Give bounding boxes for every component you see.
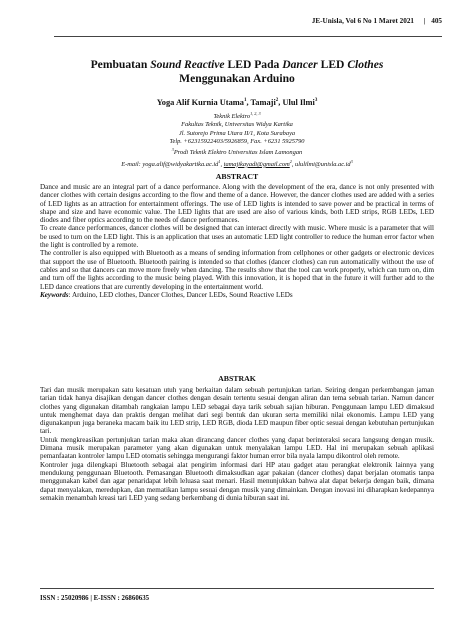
affiliation-phone: Telp. +62315922403/5926859, Fax. +6231 5925790 bbox=[169, 138, 305, 146]
email-link-3[interactable]: ululilmi@unisla.ac.id bbox=[295, 160, 351, 168]
header-rule bbox=[54, 36, 442, 37]
affiliation-address: Jl. Sutorejo Prima Utara II/1, Kota Surabaya bbox=[178, 129, 296, 137]
issn-footer: ISSN : 25020986 | E-ISSN : 26860635 bbox=[40, 595, 150, 602]
title-line-2: Menggunakan Arduino bbox=[179, 72, 295, 85]
title-line-1: Pembuatan Sound Reactive LED Pada Dancer LED Clothes bbox=[90, 58, 384, 71]
affiliation-faculty: Fakultas Teknik, Universitas Widya Kartika bbox=[181, 121, 293, 129]
abstract-paragraph: The controller is also equipped with Bluetooth as a means of sending information from cellphones or other gadgets or electronic devices that support the use of Bluetooth. Bluetooth pairing is intended so that clothes (dancer clothes) can run automatically without the use of cables and so that dancers can move more freely when dancing. The results show that the tool can work properly, which can turn on, dim and turn off the lights according to the music being played. With this innovation, it is hoped that in the future it will further add to the LED dance creations that are currently developing in the entertainment world. bbox=[40, 249, 434, 291]
paper-title bbox=[54, 58, 420, 86]
affiliation-dept-2: $^3$Prodi Teknik Elektro Universitas Islam Lamongan bbox=[171, 147, 303, 157]
author-2: Tamaji bbox=[250, 98, 276, 107]
footer-rule bbox=[40, 588, 434, 589]
author-3: Ulul Ilmi bbox=[282, 98, 315, 107]
abstrak-paragraph: Tari dan musik merupakan satu kesatuan utuh yang berkaitan dalam sebuah pertunjukan tarian. Seiring dengan perkembangan jaman tarian tidak hanya disajikan dengan dancer clothes dengan desain tertentu sesuai dengan aliran dan tema sebuah tarian. Namun dancer clothes yang digunakan ditambah rangkaian lampu LED sebagai daya tarik sebuah sajian hiburan. Penggunaan lampu LED dimaksud untuk menghemat daya dan praktis dengan melihat dari segi bentuk dan ukuran serta memiliki nilai ekonomis. Lampu LED yang digunakanpun juga beraneka macam baik itu LED strip, LED RGB, dioda LED maupun fiber optic sesuai dengan kebutuhan pertunjukan tari. bbox=[40, 386, 434, 436]
header-separator: | bbox=[423, 17, 426, 25]
email-link-2[interactable]: tamajikayadi@gmail.com bbox=[223, 160, 290, 168]
page-number: 405 bbox=[431, 17, 442, 25]
abstract-paragraph: Dance and music are an integral part of a dance performance. Along with the development of the era, dance is not only presented with dancer clothes with certain designs according to the flow and theme of a dance. However, the dancer clothes used are added with a series of LED lights as an attraction for entertainment offerings. The use of LED lights is intended to save power and be practical in terms of shape and size and have economic value. The LED lights that are used are also of various kinds, both LED strips, RGB LEDs, LED diodes and fiber optics according to the needs of dance performances. bbox=[40, 183, 434, 225]
abstrak-body bbox=[40, 386, 434, 502]
affiliation-block bbox=[40, 110, 434, 169]
keywords-label: Keywords bbox=[40, 290, 69, 299]
keywords-line bbox=[40, 291, 434, 299]
author-1: Yoga Alif Kurnia Utama bbox=[156, 98, 244, 107]
journal-name: JE-Unisla, Vol 6 No 1 Maret 2021 bbox=[311, 17, 415, 25]
abstract-heading: ABSTRACT bbox=[215, 172, 259, 181]
abstrak-heading: ABSTRAK bbox=[218, 374, 256, 383]
running-header bbox=[312, 17, 442, 25]
abstrak-paragraph: Kontroler juga dilengkapi Bluetooth sebagai alat pengirim informasi dari HP atau gadget atau perangkat elektronik lainnya yang mendukung penggunaan Bluetooth. Pemasangan Bluetooth dimaksudkan agar pakaian (dancer clothes) dapat berjalan otomatis tanpa menggunakan kabel dan agar penaridapat lebih leluasa saat menari. Hasil menunjukkan bahwa alat dapat bekerja dengan baik, dimana dapat menyalakan, meredupkan, dan mematikan lampu sesuai dengan musik yang dimainkan. Dengan inovasi ini diharapkan kedepannya semakin menambah kreasi tari LED yang sedang berkembang di dunia hiburan saat ini. bbox=[40, 460, 434, 502]
author-list: Yoga Alif Kurnia Utama$^1$, Tamaji$^2$, Ulul Ilmi$^3$ bbox=[156, 98, 318, 107]
abstrak-paragraph: Untuk mengkreasikan pertunjukan tarian maka akan dirancang dancer clothes yang dapat berinteraksi secara langsung dengan musik. Dimana musik merupakan parameter yang akan digunakan untuk menyalakan lampu LED. Hal ini merupakan sebuah aplikasi pemanfaatan kontroler lampu LED otomatis sehingga mengurangi faktor human error bila nyala lampu dikontrol oleh remote. bbox=[40, 435, 434, 461]
email-link-1[interactable]: yoga.alif@widyakartika.ac.id bbox=[142, 160, 219, 168]
abstract-body bbox=[40, 183, 434, 299]
affiliation-dept-1: Teknik Elektro$^{1, 2, 3}$ bbox=[213, 111, 261, 121]
keywords-list: : Arduino, LED clothes, Dancer Clothes, Dancer LEDs, Sound Reactive LEDs bbox=[68, 290, 293, 299]
affiliation-emails: E-mail: $yoga.alif@widyakartika.ac.id^1$, tamajikayadi@gmail.com$^2$, $ululilmi@unisla.ac.id^3$ bbox=[121, 158, 353, 168]
abstract-paragraph: To create dance performances, dancer clothes will be designed that can interact directly with music. Where music is a parameter that will be used to turn on the LED light. This is an application that uses an automatic LED light controller to reduce the human error factor when the light is controlled by a remote. bbox=[40, 224, 434, 250]
